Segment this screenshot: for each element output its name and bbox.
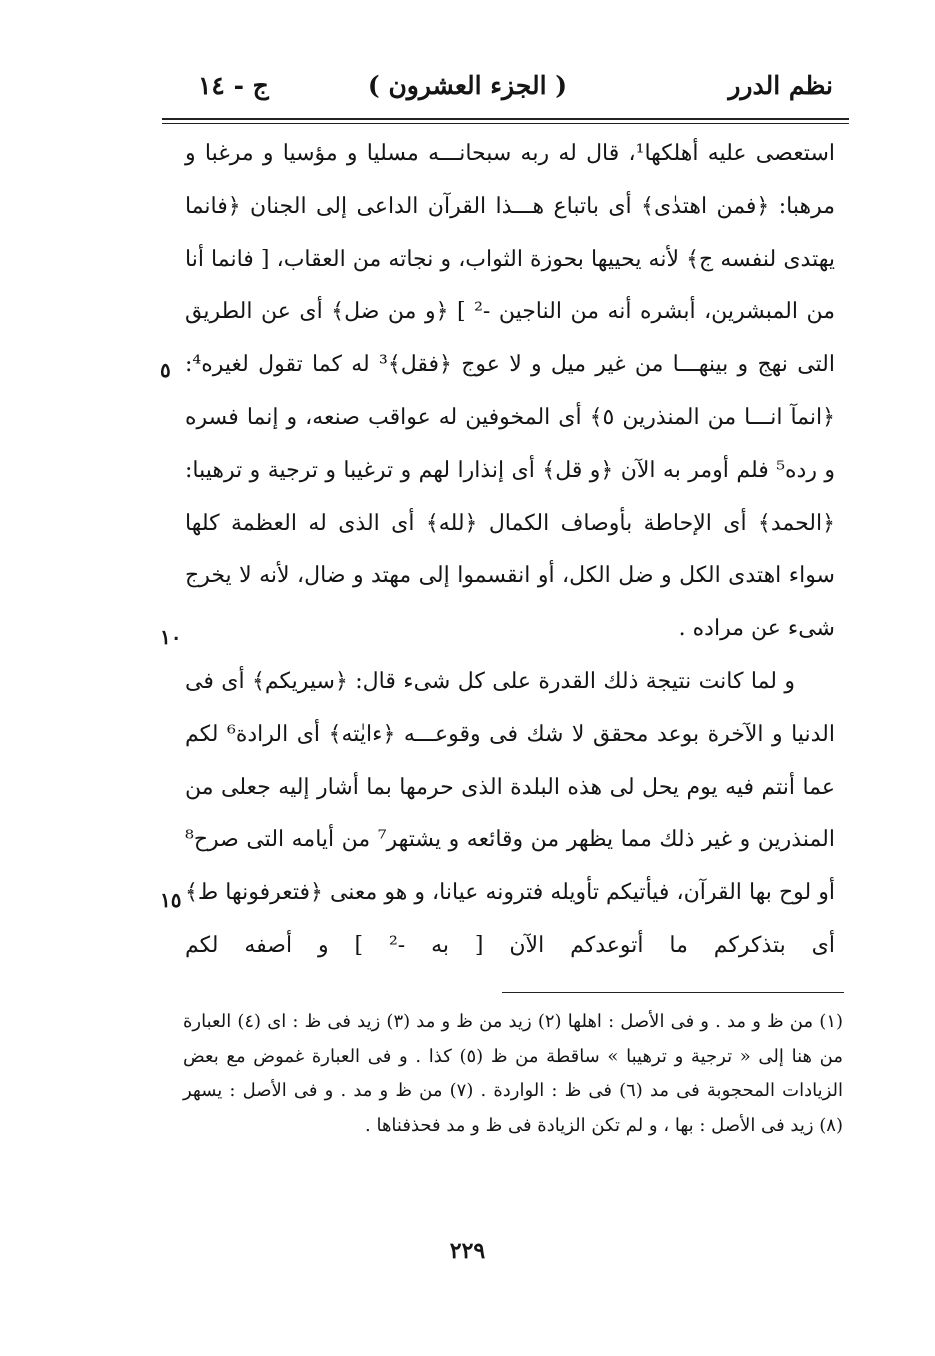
line-number-15: ١٥ <box>160 888 182 912</box>
line-number-5: ٥ <box>160 358 171 382</box>
running-header-part-title: ( الجزء العشرون ) <box>367 71 568 100</box>
paragraph-1: استعصى عليه أهلكها¹، قال له ربه سبحانـــه مسليا و مؤسيا و مرغبا و مرهبا: ﴿فمن اهتدٰى﴾ أى باتباع هـــذا القرآن الداعى إلى الجنان ﴿فانما يهتدى لنفسه ج﴾ لأنه يحييها بحوزة الثواب، و نجاته من العقاب، [ فانما أنا من المبشرين، أبشره أنه من الناجين -² ] ﴿و من ضل﴾ أى عن الطريق التى نهج و بينهـــا من غير ميل و لا عوج ﴿فقل﴾³ له كما تقول لغيره⁴: ﴿انمآ انـــا من المنذرين ٥﴾ أى المخوفين له عواقب صنعه، و إنما فسره و رده⁵ فلم أومر به الآن ﴿و قل﴾ أى إنذارا لهم و ترغيبا و ترجية و ترهيبا: ﴿الحمد﴾ أى الإحاطة بأوصاف الكمال ﴿لله﴾ أى الذى له العظمة كلها سواء اهتدى الكل و ضل الكل، أو انقسموا إلى مهتد و ضال، لأنه لا يخرج شىء عن مراده . <box>185 141 836 642</box>
main-text <box>185 128 835 973</box>
running-header-volume: ج - ١٤ <box>198 71 269 100</box>
line-number-10: ١٠ <box>160 625 182 649</box>
footnotes: (١) من ظ و مد . و فى الأصل : اهلها (٢) زيد من ظ و مد (٣) زيد فى ظ : اى (٤) العبارة من هنا إلى « ترجية و ترهيبا » ساقطة من ظ (٥) كذا . و فى العبارة غموض مع بعض الزيادات المحجوبة فى مد (٦) فى ظ : الواردة . (٧) من ظ و مد . و فى الأصل : يسهر (٨) زيد فى الأصل : بها ، و لم تكن الزيادة فى ظ و مد فحذفناها . <box>183 1011 844 1136</box>
footnote-rule <box>502 992 844 993</box>
running-header-book-title: نظم الدرر <box>728 71 833 100</box>
header-rule-thin <box>162 123 849 124</box>
paragraph-2: و لما كانت نتيجة ذلك القدرة على كل شىء قال: ﴿سيريكم﴾ أى فى الدنيا و الآخرة بوعد محقق لا شك فى وقوعـــه ﴿ءايٰته﴾ أى الرادة⁶ لكم عما أنتم فيه يوم يحل لى هذه البلدة الذى حرمها بما أشار إليه جعلى من المنذرين و غير ذلك مما يظهر من وقائعه و يشتهر⁷ من أيامه التى صرح⁸ أو لوح بها القرآن، فيأتيكم تأويله فترونه عيانا، و هو معنى ﴿فتعرفونها ط﴾ أى بتذكركم ما أتوعدكم الآن [ به -² ] و أصفه لكم <box>185 668 836 958</box>
page-number: ٢٢٩ <box>449 1238 486 1264</box>
header-rule-thick <box>162 118 849 120</box>
